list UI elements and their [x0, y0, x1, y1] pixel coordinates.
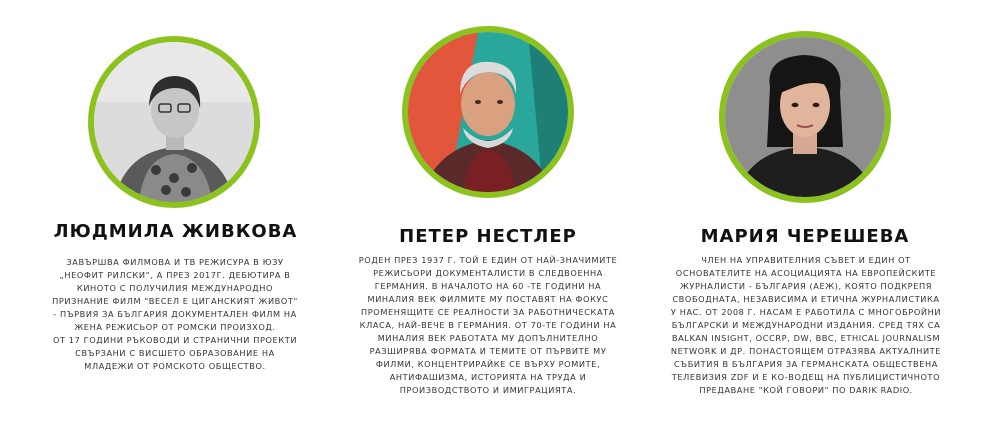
person-name: МАРИЯ ЧЕРЕШЕВА [700, 226, 910, 247]
avatar-chereseva [719, 31, 891, 203]
bio-paragraph: РОДЕН ПРЕЗ 1937 Г. ТОЙ Е ЕДИН ОТ НАЙ-ЗНАЧИМИТЕ РЕЖИСЬОРИ ДОКУМЕНТАЛИСТИ В СЛЕДВОЕННА ГЕРМАНИЯ. В НАЧАЛОТО НА 60 -ТЕ ГОДИНИ НА МИНАЛИЯ ВЕК ФИЛМИТЕ МУ ПОСТАВЯТ НА ФОКУС ПРОМЕНЯЩИТЕ СЕ РЕАЛНОСТИ ЗА РАБОТНИЧЕСКАТА КЛАСА, НАЙ-ВЕЧЕ В ГЕРМАНИЯ. ОТ 70-ТЕ ГОДИНИ НА МИНАЛИЯ ВЕК РАБОТАТА МУ ДОПЪЛНИТЕЛНО РАЗШИРЯВА ФОРМАТА И ТЕМИТЕ ОТ ПЪРВИТЕ МУ ФИЛМИ, КОНЦЕНТРИРАЙКЕ СЕ ВЪРХУ РОМИТЕ, АНТИФАШИЗМА, ИСТОРИЯТА НА ТРУДА И ПРОИЗВОДСТВОТО И ИМИГРАЦИЯТА. [358, 255, 618, 395]
bio-paragraph: ОТ 17 ГОДИНИ РЪКОВОДИ И СТРАНИЧНИ ПРОЕКТИ СВЪРЗАНИ С ВИСШЕТО ОБРАЗОВАНИЕ НА МЛАДЕЖИ ОТ РОМСКОТО ОБЩЕСТВО. [52, 335, 298, 371]
person-name: ПЕТЕР НЕСТЛЕР [399, 226, 577, 247]
portrait-nestler-image [408, 32, 568, 192]
person-bio [670, 254, 942, 397]
person-bio [50, 256, 300, 373]
person-name: ЛЮДМИЛА ЖИВКОВА [53, 221, 298, 242]
portrait-zhivkova-image [94, 42, 254, 202]
bio-paragraph: ЗАВЪРШВА ФИЛМОВА И ТВ РЕЖИСУРА В ЮЗУ „НЕОФИТ РИЛСКИ“, А ПРЕЗ 2017Г. ДЕБЮТИРА В КИНОТО С ПОЛУЧИЛИЯ МЕЖДУНАРОДНО ПРИЗНАНИЕ ФИЛМ "ВЕСЕЛ Е ЦИГАНСКИЯТ ЖИВОТ" - ПЪРВИЯ ЗА БЪЛГАРИЯ ДОКУМЕНТАЛЕН ФИЛМ НА ЖЕНА РЕЖИСЬОР ОТ РОМСКИ ПРОИЗХОД. [52, 257, 298, 332]
bio-paragraph: ЧЛЕН НА УПРАВИТЕЛНИЯ СЪВЕТ И ЕДИН ОТ ОСНОВАТЕЛИТЕ НА АСОЦИАЦИЯТА НА ЕВРОПЕЙСКИТЕ ЖУРНАЛИСТИ - БЪЛГАРИЯ (АЕЖ), КОЯТО ПОДКРЕПЯ СВОБОДНАТА, НЕЗАВИСИМА И ЕТИЧНА ЖУРНАЛИСТИКА У НАС. ОТ 2008 Г. НАСАМ Е РАБОТИЛА С МНОГОБРОЙНИ БЪЛГАРСКИ И МЕЖДУНАРОДНИ ИЗДАНИЯ. СРЕД ТЯХ СА BALKAN INSIGHT, OCCRP, DW, BBC, ETHICAL JOURNALISM NETWORK И ДР. ПОНАСТОЯЩЕМ ОТРАЗЯВА АКТУАЛНИТЕ СЪБИТИЯ В БЪЛГАРИЯ ЗА ГЕРМАНСКАТА ОБЩЕСТВЕНА ТЕЛЕВИЗИЯ ZDF И Е КО-ВОДЕЩ НА ПУБЛИЦИСТИЧНОТО ПРЕДАВАНЕ "КОЙ ГОВОРИ" ПО DARIK RADIO. [670, 255, 942, 395]
person-bio [353, 254, 623, 397]
portrait-chereseva-image [725, 37, 885, 197]
avatar-zhivkova [88, 36, 260, 208]
avatar-nestler [402, 26, 574, 198]
